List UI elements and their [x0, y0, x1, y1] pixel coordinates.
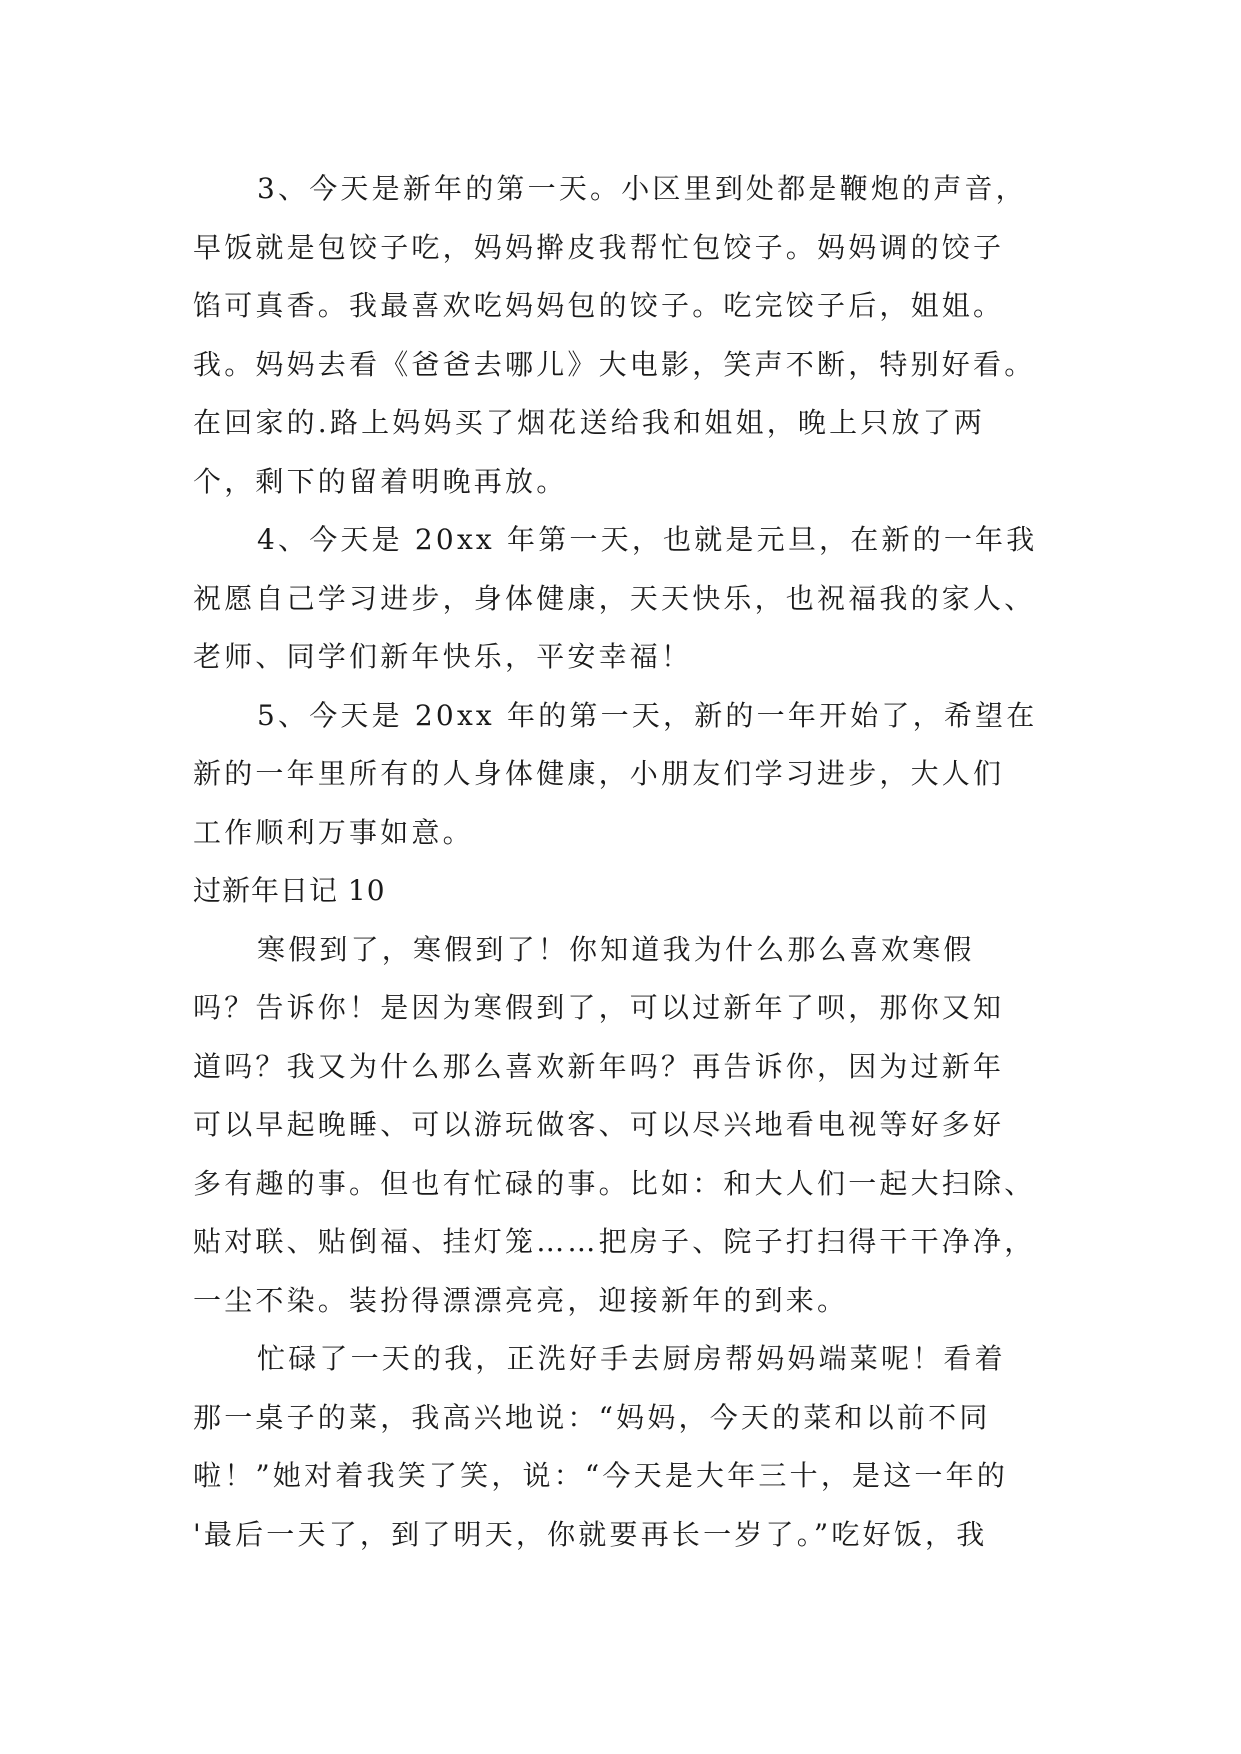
paragraph-5-line-1: 5、今天是 20xx 年的第一天，新的一年开始了，希望在	[257, 698, 1038, 732]
diary-paragraph-1-line-6: 贴对联、贴倒福、挂灯笼……把房子、院子打扫得干干净净，	[193, 1225, 1036, 1258]
diary-paragraph-1-line-4: 可以早起晚睡、可以游玩做客、可以尽兴地看电视等好多好	[193, 1108, 1005, 1141]
diary-paragraph-1-line-7: 一尘不染。装扮得漂漂亮亮，迎接新年的到来。	[193, 1283, 849, 1317]
paragraph-4-line-1: 4、今天是 20xx 年第一天，也就是元旦，在新的一年我	[257, 523, 1038, 556]
diary-paragraph-1-line-5: 多有趣的事。但也有忙碌的事。比如：和大人们一起大扫除、	[193, 1166, 1036, 1200]
diary-paragraph-2-line-4: '最后一天了，到了明天，你就要再长一岁了。”吃好饭，我	[193, 1517, 988, 1551]
paragraph-3-line-2: 早饭就是包饺子吃，妈妈擀皮我帮忙包饺子。妈妈调的饺子	[193, 230, 1005, 264]
document-body	[193, 160, 1053, 1564]
paragraph-3-line-1: 3、今天是新年的第一天。小区里到处都是鞭炮的声音，	[257, 172, 1027, 205]
paragraph-3-line-3: 馅可真香。我最喜欢吃妈妈包的饺子。吃完饺子后，姐姐。	[193, 289, 1005, 322]
diary-paragraph-1-line-1: 寒假到了，寒假到了！你知道我为什么那么喜欢寒假	[257, 932, 975, 966]
diary-paragraph-2-line-1: 忙碌了一天的我，正洗好手去厨房帮妈妈端菜呢！看着	[257, 1342, 1006, 1375]
paragraph-4-line-2: 祝愿自己学习进步，身体健康，天天快乐，也祝福我的家人、	[193, 581, 1036, 615]
diary-paragraph-1-line-3: 道吗？我又为什么那么喜欢新年吗？再告诉你，因为过新年	[193, 1049, 1005, 1083]
diary-paragraph-1-line-2: 吗？告诉你！是因为寒假到了，可以过新年了呗，那你又知	[193, 991, 1005, 1024]
paragraph-3-line-5: 在回家的.路上妈妈买了烟花送给我和姐姐，晚上只放了两	[193, 406, 986, 439]
diary-paragraph-2-line-2: 那一桌子的菜，我高兴地说：“妈妈，今天的菜和以前不同	[193, 1400, 991, 1434]
paragraph-3-line-4: 我。妈妈去看《爸爸去哪儿》大电影，笑声不断，特别好看。	[193, 347, 1036, 381]
paragraph-5-line-2: 新的一年里所有的人身体健康，小朋友们学习进步，大人们	[193, 757, 1005, 790]
paragraph-4-line-3: 老师、同学们新年快乐，平安幸福！	[193, 640, 693, 673]
paragraph-5-line-3: 工作顺利万事如意。	[193, 815, 474, 849]
diary-paragraph-2-line-3: 啦！”她对着我笑了笑，说：“今天是大年三十，是这一年的	[193, 1459, 1009, 1492]
paragraph-3-line-6: 个，剩下的留着明晚再放。	[193, 464, 568, 498]
section-heading: 过新年日记 10	[193, 874, 386, 907]
